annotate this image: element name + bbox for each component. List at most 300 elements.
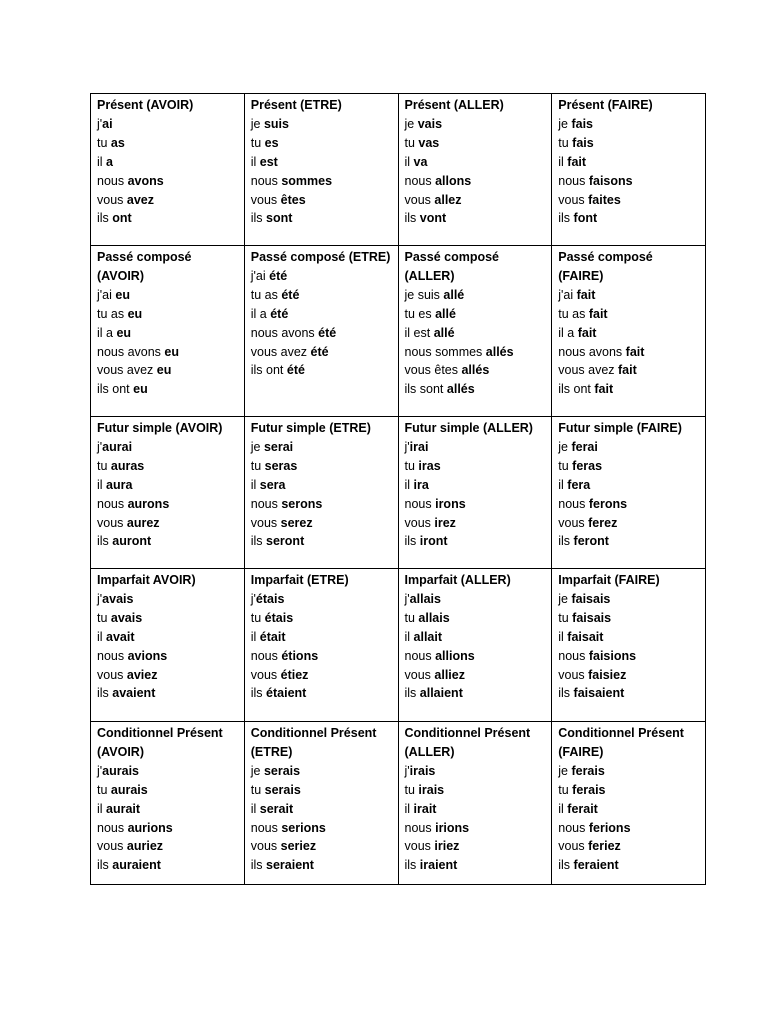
conjugation-cell (398, 722, 552, 885)
conjugation-line (558, 305, 701, 324)
pronoun: il (404, 629, 414, 644)
verb-form: seront (266, 534, 305, 549)
conjugation-line (97, 191, 240, 210)
pronoun: j' (250, 591, 256, 606)
conjugation-line (558, 380, 701, 399)
conjugation-line (251, 495, 394, 514)
conjugation-line (97, 305, 240, 324)
pronoun: ils (97, 686, 113, 701)
pronoun: j' (404, 591, 410, 606)
verb-form: été (310, 344, 329, 359)
conjugation-line (558, 819, 701, 838)
verb-form: avais (102, 591, 134, 606)
pronoun: tu (97, 135, 111, 150)
conjugation-line (251, 209, 394, 228)
conjugation-line (251, 762, 394, 781)
conjugation-line (558, 324, 701, 343)
pronoun: il (558, 477, 568, 492)
conjugation-line (251, 324, 394, 343)
tense-heading: Présent (ALLER) (404, 98, 504, 112)
verb-form: faisait (567, 629, 604, 644)
verb-form: irai (409, 439, 429, 454)
conjugation-line (97, 495, 240, 514)
pronoun: il (97, 629, 107, 644)
pronoun: j' (404, 439, 410, 454)
pronoun: je (250, 439, 264, 454)
pronoun: nous (250, 496, 282, 511)
pronoun: il (404, 154, 414, 169)
pronoun: vous (250, 667, 281, 682)
conjugation-line (97, 476, 240, 495)
conjugation-cell (91, 569, 245, 722)
conjugation-line (405, 495, 548, 514)
pronoun: tu (97, 782, 111, 797)
conjugation-line (97, 647, 240, 666)
pronoun: ils ont (558, 382, 595, 397)
verb-form: auras (110, 458, 145, 473)
pronoun: il (558, 154, 568, 169)
verb-form: feraient (573, 858, 619, 873)
tense-heading: Conditionnel Présent (ETRE) (250, 726, 377, 759)
verb-form: été (270, 306, 289, 321)
conjugation-line (558, 532, 701, 551)
verb-form: allé (443, 287, 465, 302)
conjugation-line (558, 438, 701, 457)
pronoun: il (250, 477, 260, 492)
pronoun: il (404, 801, 414, 816)
verb-form: aurons (127, 496, 170, 511)
verb-form: aurez (126, 515, 160, 530)
verb-form: fait (625, 344, 645, 359)
tense-heading: Passé composé (FAIRE) (558, 250, 653, 283)
pronoun: il a (97, 325, 117, 340)
verb-form: a (106, 154, 113, 169)
conjugation-line (251, 590, 394, 609)
pronoun: tu (558, 610, 573, 625)
verb-form: sont (266, 211, 293, 226)
verb-form: serais (263, 763, 301, 778)
conjugation-line (405, 191, 548, 210)
conjugation-cell (244, 246, 398, 417)
verb-form: aurai (102, 439, 133, 454)
conjugation-line (405, 172, 548, 191)
conjugation-line (251, 172, 394, 191)
verb-form: aviez (126, 667, 158, 682)
conjugation-line (251, 153, 394, 172)
conjugation-line (405, 856, 548, 875)
pronoun: nous (404, 496, 436, 511)
verb-form: étiez (280, 667, 309, 682)
verb-form: serions (281, 820, 326, 835)
conjugation-line (558, 153, 701, 172)
conjugation-line (251, 819, 394, 838)
pronoun: tu (558, 782, 573, 797)
conjugation-line (405, 514, 548, 533)
table-row (91, 417, 706, 569)
verb-form: fait (577, 325, 597, 340)
conjugation-line (405, 800, 548, 819)
pronoun: ils (97, 211, 113, 226)
pronoun: il est (404, 325, 434, 340)
conjugation-line (251, 609, 394, 628)
verb-form: vais (417, 116, 443, 131)
verb-form: allions (435, 648, 475, 663)
conjugation-line (558, 134, 701, 153)
pronoun: tu (250, 135, 265, 150)
pronoun: j'ai (97, 287, 116, 302)
tense-heading: Imparfait AVOIR) (97, 573, 196, 587)
pronoun: vous (404, 667, 435, 682)
verb-form: font (573, 211, 598, 226)
conjugation-line (97, 609, 240, 628)
verb-form: faisiez (588, 667, 627, 682)
verb-form: faisaient (573, 686, 625, 701)
tense-heading: Présent (AVOIR) (97, 98, 194, 112)
verb-form: faisons (588, 173, 633, 188)
verb-form: étais (264, 610, 294, 625)
conjugation-cell (91, 94, 245, 246)
verb-form: iraient (419, 858, 458, 873)
conjugation-line (558, 590, 701, 609)
conjugation-line (405, 380, 548, 399)
verb-form: sera (259, 477, 286, 492)
pronoun: il a (250, 306, 271, 321)
pronoun: ils (404, 534, 420, 549)
conjugation-cell (552, 246, 706, 417)
tense-heading: Conditionnel Présent (AVOIR) (97, 726, 223, 759)
pronoun: vous (250, 515, 281, 530)
pronoun: je (558, 591, 572, 606)
pronoun: je (250, 116, 264, 131)
pronoun: j' (97, 439, 103, 454)
verb-form: ferais (571, 763, 605, 778)
verb-form: fait (594, 382, 614, 397)
conjugation-line (405, 532, 548, 551)
verb-form: été (281, 287, 300, 302)
verb-form: feras (572, 458, 603, 473)
conjugation-cell (398, 94, 552, 246)
verb-form: étaient (266, 686, 307, 701)
conjugation-line (405, 209, 548, 228)
conjugation-line (405, 684, 548, 703)
verb-form: ferais (572, 782, 606, 797)
pronoun: ils (97, 858, 113, 873)
verb-form: fait (567, 154, 587, 169)
verb-form: serait (259, 801, 294, 816)
verb-form: eu (164, 344, 180, 359)
conjugation-line (97, 134, 240, 153)
verb-form: suis (263, 116, 289, 131)
verb-form: va (413, 154, 428, 169)
pronoun: vous (97, 515, 127, 530)
pronoun: tu (250, 458, 265, 473)
verb-form: seriez (280, 839, 317, 854)
pronoun: vous (404, 839, 435, 854)
conjugation-line (251, 267, 394, 286)
pronoun: vous avez (250, 344, 311, 359)
conjugation-line (405, 361, 548, 380)
conjugation-line (251, 438, 394, 457)
verb-form: êtes (280, 192, 306, 207)
conjugation-line (558, 684, 701, 703)
pronoun: tu (558, 458, 573, 473)
conjugation-line (405, 781, 548, 800)
tense-heading: Futur simple (FAIRE) (558, 421, 682, 435)
pronoun: j'ai (558, 287, 577, 302)
conjugation-table (90, 93, 706, 885)
pronoun: vous êtes (404, 363, 462, 378)
pronoun: nous sommes (404, 344, 486, 359)
tense-heading: Imparfait (FAIRE) (558, 573, 660, 587)
conjugation-line (558, 343, 701, 362)
conjugation-line (97, 800, 240, 819)
verb-form: avais (110, 610, 143, 625)
conjugation-line (251, 134, 394, 153)
verb-form: ferez (588, 515, 618, 530)
conjugation-line (251, 115, 394, 134)
conjugation-line (405, 819, 548, 838)
verb-form: irais (409, 763, 436, 778)
conjugation-line (558, 514, 701, 533)
verb-form: fais (571, 116, 593, 131)
verb-form: avait (106, 629, 135, 644)
conjugation-line (251, 781, 394, 800)
conjugation-line (558, 476, 701, 495)
verb-form: seras (264, 458, 298, 473)
conjugation-line (558, 172, 701, 191)
pronoun: nous (558, 820, 589, 835)
conjugation-line (251, 457, 394, 476)
verb-form: allé (433, 325, 455, 340)
verb-form: faisais (571, 591, 611, 606)
conjugation-line (251, 800, 394, 819)
pronoun: vous (558, 192, 589, 207)
conjugation-line (97, 324, 240, 343)
conjugation-line (558, 115, 701, 134)
verb-form: irons (435, 496, 466, 511)
pronoun: vous (97, 839, 127, 854)
conjugation-line (558, 209, 701, 228)
conjugation-line (558, 191, 701, 210)
verb-form: fait (588, 306, 608, 321)
pronoun: nous (250, 648, 282, 663)
conjugation-line (558, 609, 701, 628)
conjugation-line (97, 856, 240, 875)
table-row (91, 246, 706, 417)
pronoun: j'ai (250, 268, 270, 283)
pronoun: ils (250, 686, 267, 701)
pronoun: tu (404, 135, 419, 150)
pronoun: vous (404, 515, 435, 530)
verb-form: avions (127, 648, 168, 663)
conjugation-line (97, 684, 240, 703)
conjugation-line (97, 532, 240, 551)
verb-form: été (318, 325, 337, 340)
verb-form: ferait (567, 801, 598, 816)
verb-form: avez (126, 192, 154, 207)
pronoun: vous (97, 667, 127, 682)
pronoun: tu (250, 782, 265, 797)
conjugation-line (251, 286, 394, 305)
pronoun: il (250, 801, 260, 816)
verb-form: aurions (127, 820, 173, 835)
conjugation-line (251, 476, 394, 495)
conjugation-line (97, 514, 240, 533)
conjugation-line (405, 134, 548, 153)
conjugation-cell (398, 246, 552, 417)
pronoun: tu (404, 610, 419, 625)
verb-form: allons (435, 173, 472, 188)
verb-form: ai (102, 116, 113, 131)
verb-form: eu (127, 306, 143, 321)
pronoun: tu es (404, 306, 436, 321)
conjugation-line (405, 647, 548, 666)
conjugation-cell (91, 246, 245, 417)
verb-form: allez (434, 192, 462, 207)
conjugation-line (97, 380, 240, 399)
pronoun: ils (404, 686, 420, 701)
pronoun: tu as (97, 306, 128, 321)
verb-form: fait (618, 363, 637, 378)
conjugation-line (405, 115, 548, 134)
table-row (91, 94, 706, 246)
verb-form: irez (434, 515, 456, 530)
verb-form: est (259, 154, 278, 169)
pronoun: j' (404, 763, 410, 778)
conjugation-line (558, 781, 701, 800)
verb-form: été (269, 268, 288, 283)
conjugation-line (405, 286, 548, 305)
verb-form: auriez (126, 839, 164, 854)
conjugation-line (97, 286, 240, 305)
pronoun: nous (97, 648, 128, 663)
pronoun: il (250, 154, 260, 169)
verb-form: été (286, 363, 305, 378)
conjugation-line (251, 305, 394, 324)
tense-heading: Imparfait (ALLER) (404, 573, 511, 587)
verb-form: allés (446, 382, 475, 397)
conjugation-line (405, 666, 548, 685)
verb-form: aurais (110, 782, 148, 797)
conjugation-line (558, 800, 701, 819)
table-row (91, 722, 706, 885)
verb-form: allait (413, 629, 443, 644)
pronoun: tu (97, 610, 111, 625)
verb-form: fais (572, 135, 594, 150)
conjugation-line (251, 343, 394, 362)
pronoun: vous (558, 667, 589, 682)
conjugation-cell (244, 569, 398, 722)
pronoun: ils (558, 858, 574, 873)
conjugation-line (251, 837, 394, 856)
conjugation-line (405, 837, 548, 856)
conjugation-line (558, 666, 701, 685)
verb-form: faisais (572, 610, 612, 625)
conjugation-line (97, 457, 240, 476)
pronoun: tu (250, 610, 265, 625)
verb-form: ferai (571, 439, 598, 454)
pronoun: nous (97, 173, 128, 188)
verb-form: sommes (281, 173, 333, 188)
tense-heading: Présent (ETRE) (250, 98, 342, 112)
conjugation-line (558, 837, 701, 856)
verb-form: serons (281, 496, 323, 511)
conjugation-line (405, 343, 548, 362)
pronoun: ils ont (97, 382, 134, 397)
verb-form: iras (418, 458, 441, 473)
conjugation-line (558, 457, 701, 476)
conjugation-cell (398, 417, 552, 569)
conjugation-line (251, 532, 394, 551)
pronoun: je (250, 763, 264, 778)
verb-form: allés (461, 363, 490, 378)
pronoun: vous (97, 192, 127, 207)
pronoun: tu (97, 458, 111, 473)
pronoun: nous (404, 820, 436, 835)
tense-heading: Présent (FAIRE) (558, 98, 653, 112)
conjugation-line (405, 628, 548, 647)
pronoun: nous (97, 496, 128, 511)
conjugation-table-body (91, 94, 706, 885)
pronoun: nous (558, 496, 589, 511)
verb-form: ira (413, 477, 429, 492)
pronoun: nous avons (250, 325, 319, 340)
pronoun: je (404, 116, 418, 131)
pronoun: vous avez (558, 363, 619, 378)
verb-form: faites (588, 192, 621, 207)
conjugation-line (97, 781, 240, 800)
conjugation-cell (244, 722, 398, 885)
pronoun: nous (250, 173, 282, 188)
verb-form: allais (409, 591, 441, 606)
verb-form: avons (127, 173, 164, 188)
conjugation-line (405, 457, 548, 476)
conjugation-line (97, 628, 240, 647)
verb-form: fera (567, 477, 591, 492)
verb-form: alliez (434, 667, 465, 682)
verb-form: serais (264, 782, 301, 797)
conjugation-line (251, 361, 394, 380)
verb-form: allé (435, 306, 456, 321)
verb-form: était (259, 629, 286, 644)
conjugation-line (97, 115, 240, 134)
verb-form: eu (116, 325, 132, 340)
conjugation-line (251, 514, 394, 533)
pronoun: tu as (558, 306, 589, 321)
pronoun: nous avons (97, 344, 165, 359)
conjugation-line (558, 762, 701, 781)
pronoun: il a (558, 325, 578, 340)
conjugation-line (405, 609, 548, 628)
verb-form: avaient (112, 686, 156, 701)
verb-form: eu (115, 287, 130, 302)
verb-form: ont (112, 211, 132, 226)
pronoun: tu (404, 782, 419, 797)
pronoun: nous (250, 820, 282, 835)
conjugation-cell (91, 417, 245, 569)
pronoun: vous (558, 515, 589, 530)
table-row (91, 569, 706, 722)
tense-heading: Futur simple (ETRE) (250, 421, 371, 435)
conjugation-line (558, 628, 701, 647)
pronoun: ils (558, 211, 574, 226)
pronoun: ils (404, 858, 420, 873)
pronoun: je (558, 763, 572, 778)
pronoun: ils (558, 534, 574, 549)
conjugation-cell (552, 417, 706, 569)
pronoun: il (558, 629, 568, 644)
verb-form: as (110, 135, 125, 150)
